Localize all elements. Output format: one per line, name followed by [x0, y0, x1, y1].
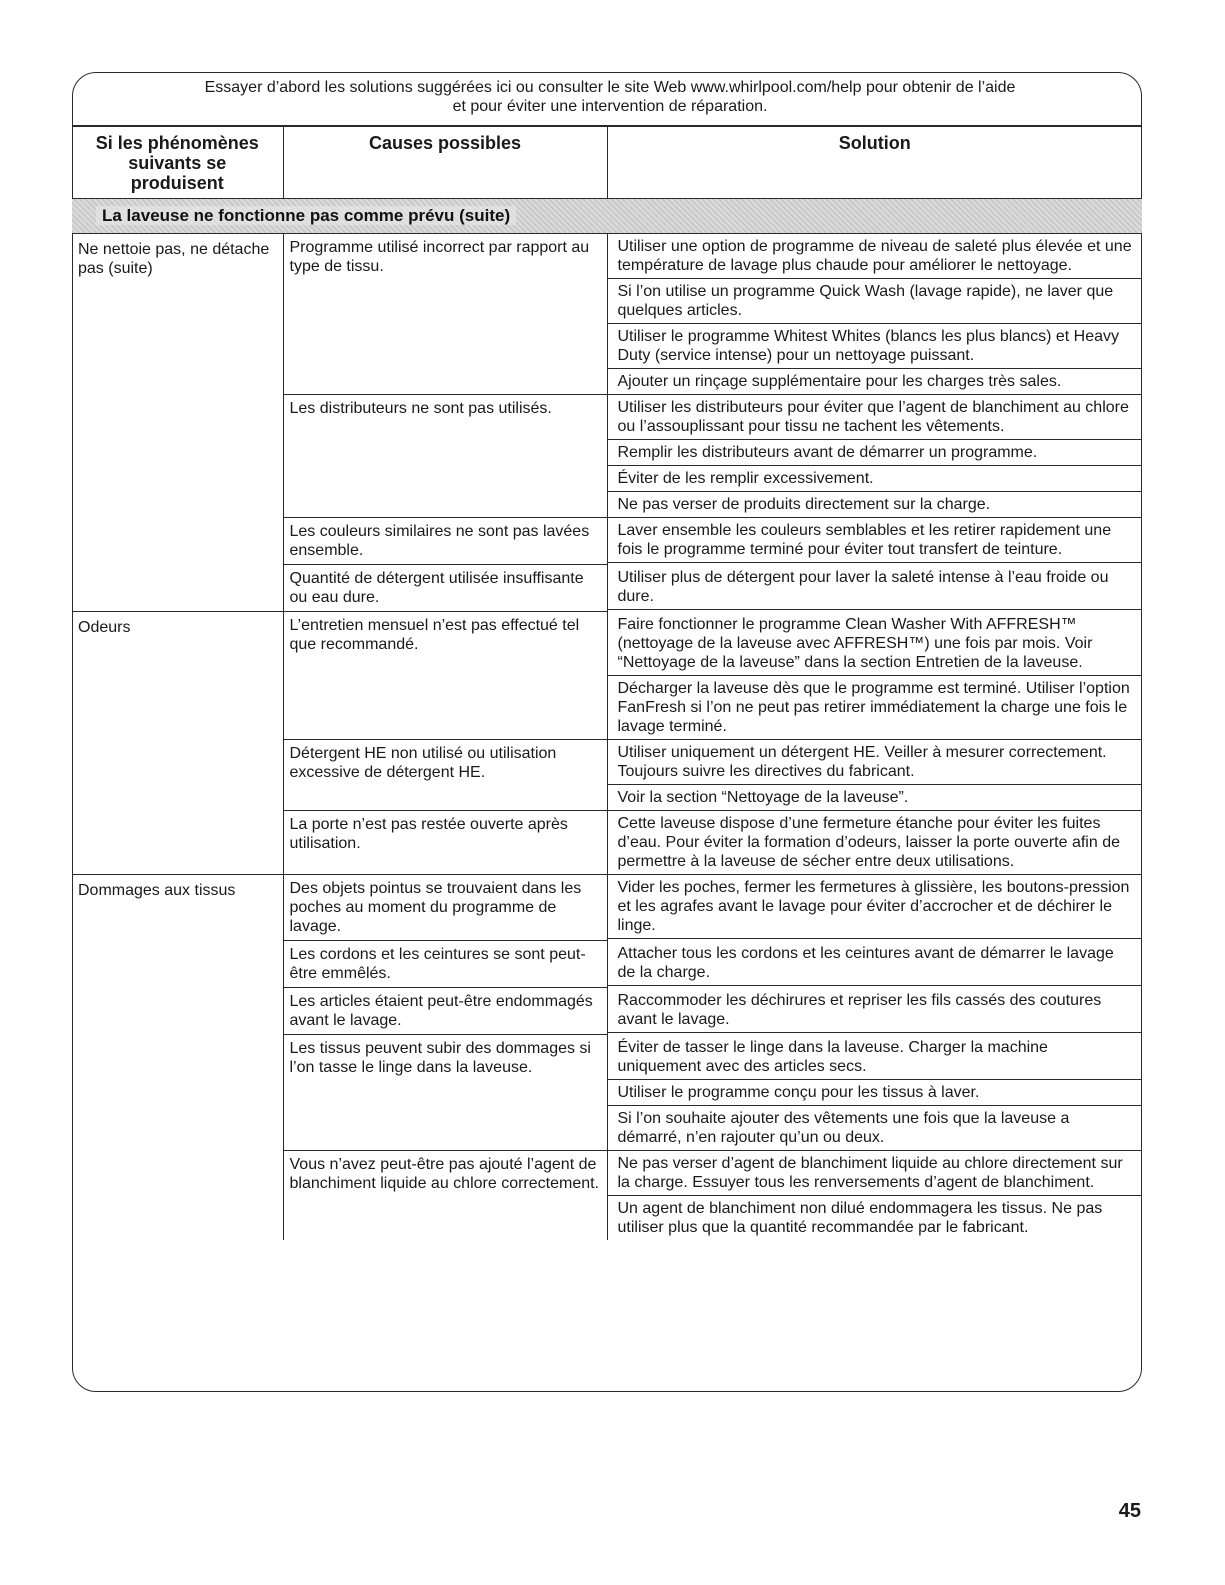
solution-item: Remplir les distributeurs avant de démarrer un programme.	[608, 440, 1143, 466]
symptom-cell: Ne nettoie pas, ne détache pas (suite)	[72, 233, 283, 612]
table-body	[72, 198, 1142, 1240]
solution-item: Si l’on souhaite ajouter des vêtements une fois que la laveuse a démarré, n’en rajouter qu’un ou deux.	[608, 1106, 1143, 1151]
cause-cell: Les cordons et les ceintures se sont peut-être emmêlés.	[283, 941, 607, 988]
troubleshooting-table	[72, 125, 1142, 1240]
solution-cell	[607, 395, 1142, 518]
solution-cell	[607, 1035, 1142, 1151]
cause-cell: La porte n’est pas restée ouverte après utilisation.	[283, 811, 607, 875]
intro-line-2: et pour éviter une intervention de réparation.	[452, 98, 768, 115]
solution-item: Vider les poches, fermer les fermetures à glissière, les boutons-pression et les agrafes avant le lavage pour éviter d’accrocher et de déchirer le linge.	[608, 875, 1143, 939]
cause-cell: Les distributeurs ne sont pas utilisés.	[283, 395, 607, 518]
solution-item: Laver ensemble les couleurs semblables et les retirer rapidement une fois le programme terminé pour éviter tout transfert de teinture.	[608, 518, 1143, 563]
cause-cell: Vous n’avez peut-être pas ajouté l’agent de blanchiment liquide au chlore correctement.	[283, 1151, 607, 1240]
intro-line-1: Essayer d’abord les solutions suggérées ici ou consulter le site Web www.whirlpool.com/help pour obtenir de l’aide	[204, 79, 1016, 96]
solution-item: Attacher tous les cordons et les ceintures avant de démarrer le lavage de la charge.	[608, 941, 1143, 986]
page-number: 45	[1118, 1500, 1141, 1522]
cause-cell: Les tissus peuvent subir des dommages si l’on tasse le linge dans la laveuse.	[283, 1035, 607, 1151]
solution-item: Utiliser uniquement un détergent HE. Veiller à mesurer correctement. Toujours suivre les directives du fabricant.	[608, 740, 1143, 785]
solution-item: Utiliser les distributeurs pour éviter que l’agent de blanchiment au chlore ou l’assouplissant pour tissu ne tachent les vêtements.	[608, 395, 1143, 440]
cause-cell: Les articles étaient peut-être endommagés avant le lavage.	[283, 988, 607, 1035]
solution-item: Cette laveuse dispose d’une fermeture étanche pour éviter les fuites d’eau. Pour éviter la formation d’odeurs, laisser la porte ouverte afin de permettre à la laveuse de sécher entre deux utilisations.	[608, 811, 1143, 875]
solution-cell	[607, 740, 1142, 811]
cause-cell: Des objets pointus se trouvaient dans les poches au moment du programme de lavage.	[283, 875, 607, 941]
solution-item: Voir la section “Nettoyage de la laveuse”.	[608, 785, 1143, 811]
section-row	[72, 198, 1142, 233]
solution-item: Éviter de tasser le linge dans la laveuse. Charger la machine uniquement avec des articles secs.	[608, 1035, 1143, 1080]
intro-note	[110, 78, 1110, 116]
cause-cell: Programme utilisé incorrect par rapport au type de tissu.	[283, 233, 607, 395]
cause-cell: L’entretien mensuel n’est pas effectué tel que recommandé.	[283, 612, 607, 740]
solution-item: Utiliser le programme conçu pour les tissus à laver.	[608, 1080, 1143, 1106]
header-cause: Causes possibles	[283, 126, 607, 198]
solution-item: Décharger la laveuse dès que le programme est terminé. Utiliser l’option FanFresh si l’on ne peut pas retirer immédiatement la charge une fois le lavage terminé.	[608, 676, 1143, 740]
solution-cell	[607, 875, 1142, 941]
header-symptom: Si les phénomènes suivants se produisent	[72, 126, 283, 198]
solution-cell	[607, 941, 1142, 988]
solution-item: Utiliser plus de détergent pour laver la saleté intense à l’eau froide ou dure.	[608, 565, 1143, 610]
cause-cell: Détergent HE non utilisé ou utilisation excessive de détergent HE.	[283, 740, 607, 811]
table-row	[72, 612, 1142, 740]
solution-item: Utiliser le programme Whitest Whites (blancs les plus blancs) et Heavy Duty (service intense) pour un nettoyage puissant.	[608, 324, 1143, 369]
solution-cell	[607, 612, 1142, 740]
table-row	[72, 875, 1142, 941]
table-row	[72, 233, 1142, 395]
solution-cell	[607, 518, 1142, 565]
solution-item: Faire fonctionner le programme Clean Washer With AFFRESH™ (nettoyage de la laveuse avec AFFRESH™) une fois par mois. Voir “Nettoyage de la laveuse” dans la section Entretien de la laveuse.	[608, 612, 1143, 676]
cause-cell: Quantité de détergent utilisée insuffisante ou eau dure.	[283, 565, 607, 612]
header-solution: Solution	[607, 126, 1142, 198]
cause-cell: Les couleurs similaires ne sont pas lavées ensemble.	[283, 518, 607, 565]
solution-cell	[607, 1151, 1142, 1240]
section-title-text: La laveuse ne fonctionne pas comme prévu (suite)	[96, 206, 516, 225]
solution-item: Un agent de blanchiment non dilué endommagera les tissus. Ne pas utiliser plus que la quantité recommandée par le fabricant.	[617, 1199, 1103, 1236]
section-title	[72, 198, 1142, 233]
solution-cell	[607, 233, 1142, 395]
solution-item: Ne pas verser d’agent de blanchiment liquide au chlore directement sur la charge. Essuyer tous les renversements d’agent de blanchiment.	[608, 1151, 1143, 1196]
symptom-cell: Odeurs	[72, 612, 283, 875]
solution-item: Utiliser une option de programme de niveau de saleté plus élevée et une température de lavage plus chaude pour améliorer le nettoyage.	[608, 234, 1143, 279]
solution-item: Éviter de les remplir excessivement.	[608, 466, 1143, 492]
solution-item: Ne pas verser de produits directement sur la charge.	[608, 492, 1143, 518]
symptom-cell: Dommages aux tissus	[72, 875, 283, 1240]
solution-item: Ajouter un rinçage supplémentaire pour les charges très sales.	[608, 369, 1143, 395]
solution-cell	[607, 811, 1142, 875]
solution-item: Raccommoder les déchirures et repriser les fils cassés des coutures avant le lavage.	[608, 988, 1143, 1033]
solution-item: Si l’on utilise un programme Quick Wash (lavage rapide), ne laver que quelques articles.	[608, 279, 1143, 324]
solution-cell	[607, 988, 1142, 1035]
solution-cell	[607, 565, 1142, 612]
